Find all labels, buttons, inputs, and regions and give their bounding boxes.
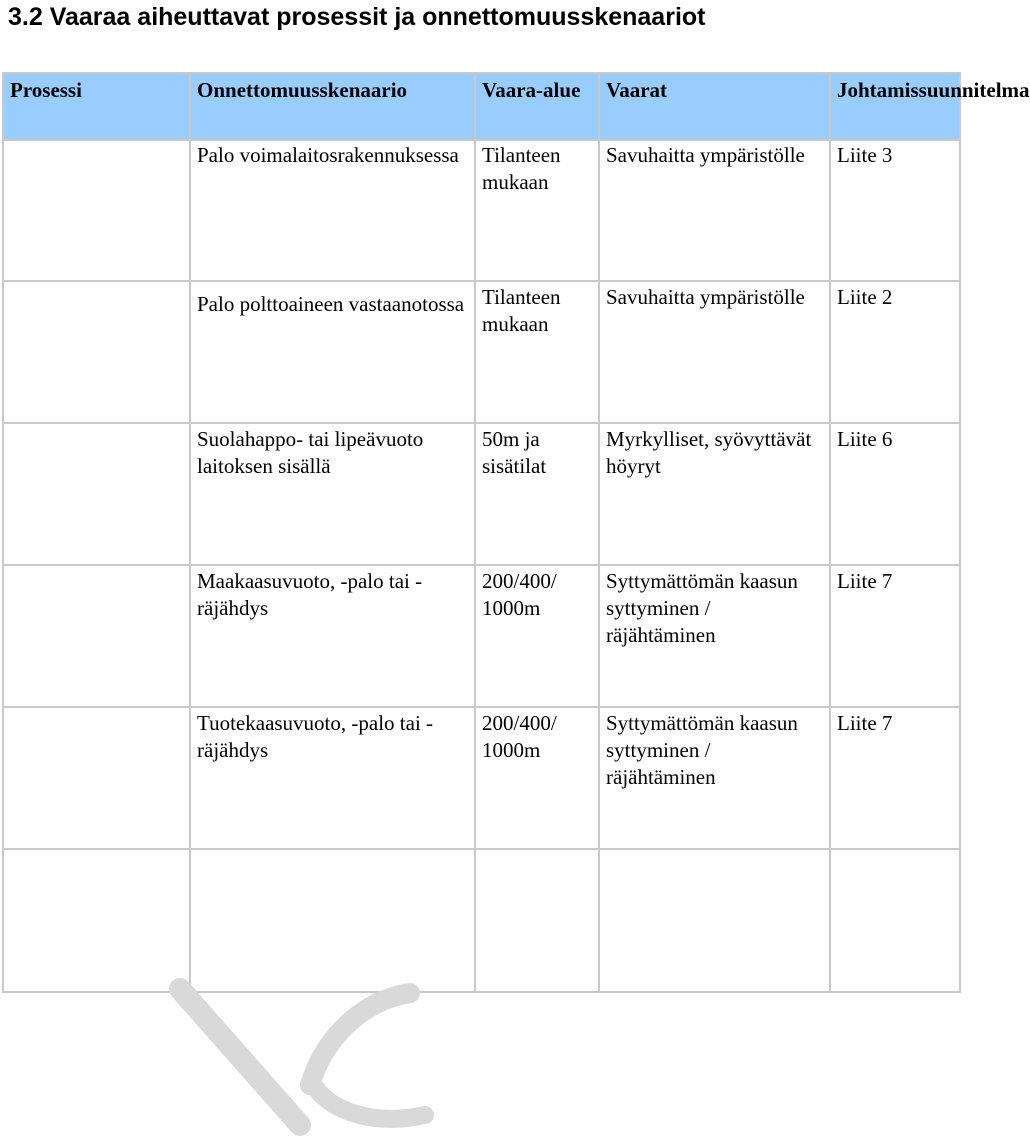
- cell-johtamissuunnitelma: [830, 849, 960, 992]
- cell-skenaario: [190, 281, 475, 423]
- cell-skenaario: [190, 849, 475, 992]
- cell-vaarat: Savuhaitta ympäristölle: [599, 281, 830, 423]
- table-row: [3, 140, 960, 281]
- cell-prosessi: [3, 849, 190, 992]
- page-heading: 3.2 Vaaraa aiheuttavat prosessit ja onnettomuusskenaariot: [8, 3, 706, 31]
- cell-vaarat: Savuhaitta ympäristölle: [599, 140, 830, 281]
- cell-vaarat: Syttymättömän kaasun syttyminen / räjähtäminen: [599, 707, 830, 849]
- cell-prosessi: [3, 423, 190, 565]
- watermark-graphic: [150, 975, 470, 1138]
- cell-johtamissuunnitelma: Liite 3: [830, 140, 960, 281]
- table-row: [3, 849, 960, 992]
- cell-vaara-alue: [475, 849, 599, 992]
- header-johtamissuunnitelma: Johtamissuunnitelma: [830, 73, 960, 140]
- cell-prosessi: [3, 565, 190, 707]
- cell-vaara-alue: 200/400/ 1000m: [475, 707, 599, 849]
- header-prosessi: Prosessi: [3, 73, 190, 140]
- cell-johtamissuunnitelma: Liite 7: [830, 565, 960, 707]
- cell-skenaario: Suolahappo- tai lipeävuoto laitoksen sisällä: [190, 423, 475, 565]
- header-onnettomuusskenaario: Onnettomuusskenaario: [190, 73, 475, 140]
- hazard-scenarios-table: [2, 72, 1030, 993]
- table-header-row: [3, 73, 960, 140]
- cell-skenaario: Palo voimalaitosrakennuksessa: [190, 140, 475, 281]
- header-vaara-alue: Vaara-alue: [475, 73, 599, 140]
- cell-vaara-alue: Tilanteen mukaan: [475, 140, 599, 281]
- table-row: [3, 281, 960, 423]
- cell-vaarat: [599, 849, 830, 992]
- header-vaarat: Vaarat: [599, 73, 830, 140]
- cell-johtamissuunnitelma: Liite 7: [830, 707, 960, 849]
- table-row: [3, 707, 960, 849]
- table-row: [3, 565, 960, 707]
- table-row: [3, 423, 960, 565]
- cell-prosessi: [3, 281, 190, 423]
- cell-vaarat: Myrkylliset, syövyttävät höyryt: [599, 423, 830, 565]
- cell-johtamissuunnitelma: Liite 6: [830, 423, 960, 565]
- cell-skenaario: Tuotekaasuvuoto, -palo tai -räjähdys: [190, 707, 475, 849]
- cell-vaara-alue: 200/400/ 1000m: [475, 565, 599, 707]
- cell-skenaario-text: Palo polttoaineen vastaanotossa: [197, 292, 465, 316]
- cell-vaarat: Syttymättömän kaasun syttyminen / räjähtäminen: [599, 565, 830, 707]
- cell-prosessi: [3, 140, 190, 281]
- cell-prosessi: [3, 707, 190, 849]
- cell-vaara-alue: Tilanteen mukaan: [475, 281, 599, 423]
- cell-skenaario: Maakaasuvuoto, -palo tai -räjähdys: [190, 565, 475, 707]
- cell-vaara-alue: 50m ja sisätilat: [475, 423, 599, 565]
- cell-johtamissuunnitelma: Liite 2: [830, 281, 960, 423]
